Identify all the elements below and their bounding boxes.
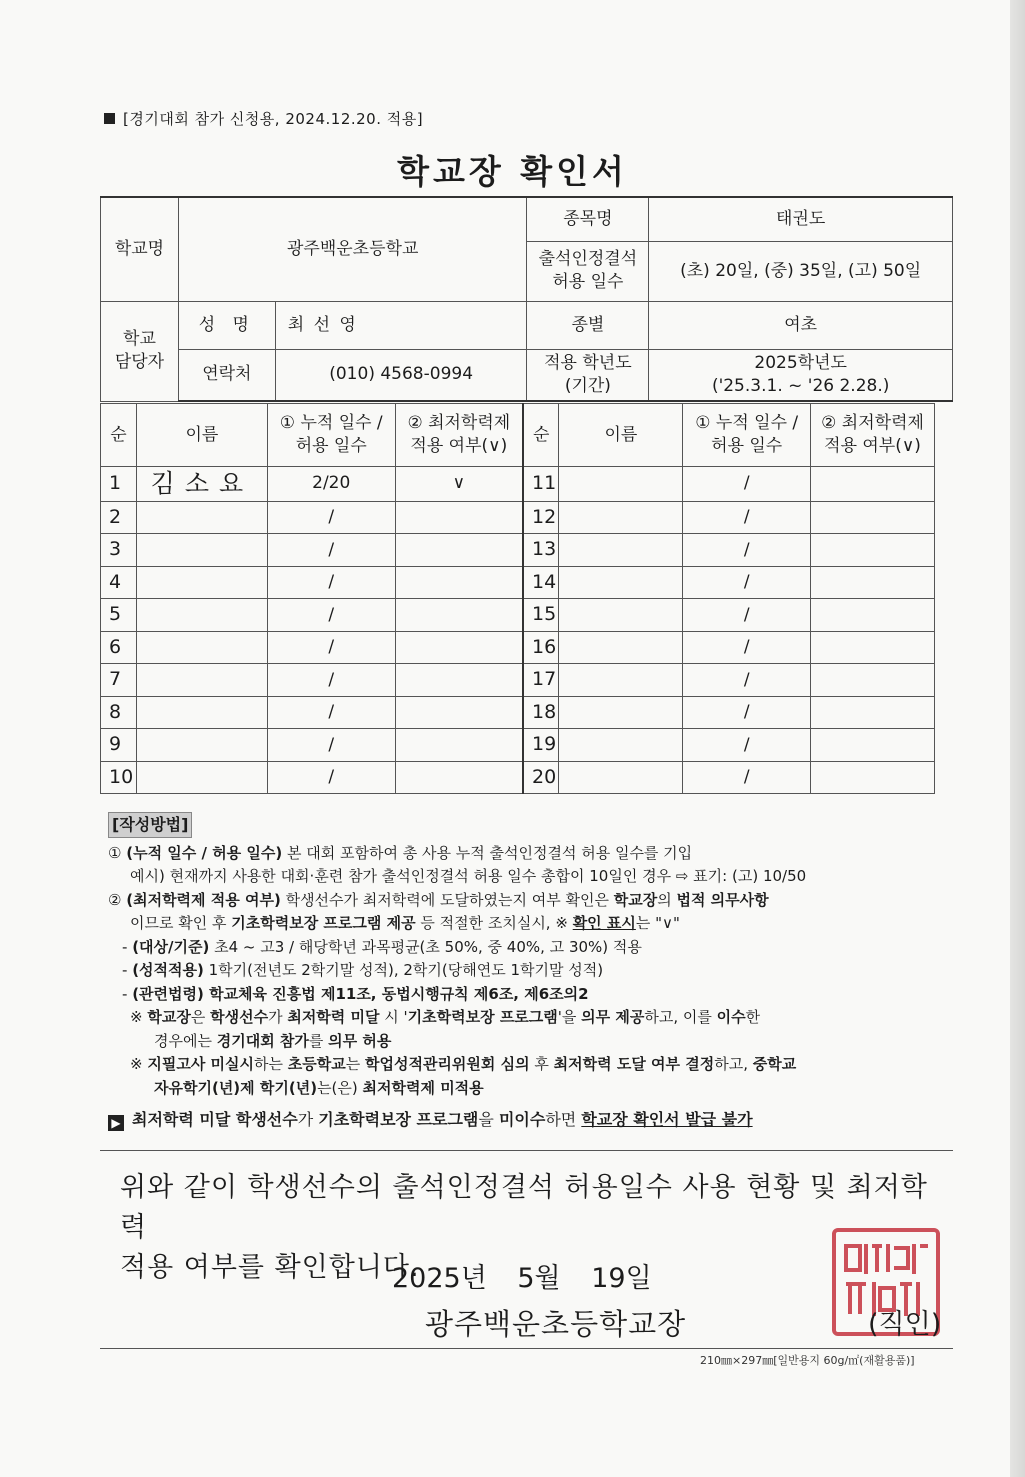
row-number: 11 bbox=[523, 467, 559, 502]
min-achievement-check bbox=[811, 534, 935, 567]
item2-line2-a: 이므로 확인 후 bbox=[130, 914, 232, 932]
note2-d: 는 bbox=[345, 1055, 365, 1073]
name-label: 성 명 bbox=[178, 301, 275, 349]
divider-top bbox=[100, 1150, 953, 1151]
table-row bbox=[101, 599, 935, 632]
student-name bbox=[559, 664, 683, 697]
student-name bbox=[136, 599, 267, 632]
contact-value: (010) 4568-0994 bbox=[275, 349, 527, 401]
item2-text-a: 학생선수가 최저학력에 도달하였는지 여부 확인은 bbox=[280, 890, 614, 909]
note1-h: '을 bbox=[557, 1008, 582, 1026]
item2-text-c: 의 bbox=[657, 890, 677, 909]
header-days-line2: 허용 일수 bbox=[295, 436, 367, 456]
row-number: 6 bbox=[101, 631, 137, 664]
row-number: 16 bbox=[523, 631, 559, 664]
absence-label-line1: 출석인정결석 bbox=[538, 249, 638, 270]
min-achievement-check bbox=[395, 631, 523, 664]
note1-l: 한 bbox=[745, 1008, 761, 1026]
header-name: 이름 bbox=[136, 404, 267, 467]
note2-c: 초등학교 bbox=[287, 1055, 346, 1073]
student-name bbox=[559, 696, 683, 729]
header-no-right: 순 bbox=[523, 404, 559, 467]
table-row bbox=[101, 729, 935, 762]
note1-b: 은 bbox=[190, 1008, 211, 1026]
sub1-text: 초4 ~ 고3 / 해당학년 과목평균(초 50%, 중 40%, 고 30%) 적용 bbox=[209, 937, 642, 956]
min-achievement-check bbox=[395, 761, 523, 794]
student-name: 김소요 bbox=[136, 467, 267, 502]
event-value: 태권도 bbox=[649, 197, 953, 241]
note-2: ※ 지필고사 미실시하는 초등학교는 학업성적관리위원회 심의 후 최저학력 도달 여부 결정하고, 중학교 bbox=[130, 1055, 797, 1073]
min-achievement-check bbox=[811, 467, 935, 502]
school-label: 학교명 bbox=[101, 197, 179, 301]
header-min-line1: ② 최저학력제 bbox=[407, 413, 511, 434]
item1-text: 본 대회 포함하여 총 사용 누적 출석인정결석 허용 일수를 기입 bbox=[282, 843, 693, 862]
note1-line2-c: 를 bbox=[308, 1031, 329, 1050]
sub2-bold: (성적적용) bbox=[132, 961, 204, 979]
final-warning bbox=[108, 1108, 948, 1132]
item2-bold-d: 법적 의무사항 bbox=[676, 890, 769, 909]
header-days-right bbox=[683, 404, 811, 467]
header-days-right-line1: ① 누적 일수 / bbox=[695, 413, 799, 434]
note2-line2-a: 자유학기(년)제 학기(년) bbox=[154, 1078, 318, 1097]
note1-line2-d: 의무 허용 bbox=[328, 1031, 392, 1050]
row-number: 18 bbox=[523, 696, 559, 729]
instruction-item-1 bbox=[108, 842, 948, 866]
student-name bbox=[559, 467, 683, 502]
instructions-section bbox=[108, 812, 948, 1132]
absence-days: / bbox=[267, 599, 395, 632]
signatory-name: 광주백운초등학교장 bbox=[425, 1307, 687, 1341]
item2-bold-b: 학교장 bbox=[613, 890, 658, 909]
row-number: 10 bbox=[101, 761, 137, 794]
roster-header-row bbox=[101, 404, 935, 467]
student-name bbox=[559, 599, 683, 632]
row-number: 1 bbox=[101, 467, 137, 502]
paper-spec: 210㎜×297㎜[일반용지 60g/㎡(재활용품)] bbox=[700, 1354, 915, 1367]
student-name bbox=[559, 534, 683, 567]
info-table bbox=[100, 196, 953, 402]
note2-g: 최저학력 도달 여부 결정 bbox=[553, 1055, 715, 1073]
final-e: 미이수 bbox=[498, 1110, 546, 1129]
header-no: 순 bbox=[101, 404, 137, 467]
note2-e: 학업성적관리위원회 심의 bbox=[364, 1055, 530, 1073]
item1-bold: (누적 일수 / 허용 일수) bbox=[126, 843, 283, 862]
min-achievement-check bbox=[811, 599, 935, 632]
event-label: 종목명 bbox=[527, 197, 649, 241]
year-label bbox=[527, 349, 649, 401]
row-number: 4 bbox=[101, 566, 137, 599]
min-achievement-check bbox=[395, 729, 523, 762]
instruction-item-1-example: 예시) 현재까지 사용한 대회·훈련 참가 출석인정결석 허용 일수 총합이 10일인 경우 ⇨ 표기: (고) 10/50 bbox=[130, 867, 807, 885]
note1-k: 이수 bbox=[716, 1008, 746, 1026]
note1-i: 의무 제공 bbox=[581, 1008, 645, 1026]
min-achievement-check bbox=[395, 664, 523, 697]
student-name bbox=[559, 761, 683, 794]
item1-mark: ① bbox=[108, 843, 122, 862]
table-row bbox=[101, 467, 935, 502]
final-f: 하면 bbox=[545, 1110, 582, 1129]
header-min-right-line2: 적용 여부(∨) bbox=[824, 436, 921, 456]
item2-bold: (최저학력제 적용 여부) bbox=[126, 890, 281, 909]
note2-h: 하고, bbox=[714, 1055, 753, 1073]
student-name bbox=[559, 631, 683, 664]
year-value-line2: ('25.3.1. ~ '26 2.28.) bbox=[711, 375, 890, 396]
note2-line2-c: 최저학력제 미적용 bbox=[362, 1078, 484, 1097]
note1-j: 하고, 이를 bbox=[644, 1008, 717, 1026]
min-achievement-check bbox=[811, 696, 935, 729]
table-row bbox=[101, 534, 935, 567]
final-d: 을 bbox=[478, 1110, 499, 1129]
instruction-item-2-line2 bbox=[108, 912, 948, 936]
student-name bbox=[136, 631, 267, 664]
final-c: 기초학력보장 프로그램 bbox=[318, 1110, 479, 1129]
square-bullet-icon bbox=[104, 113, 115, 124]
min-achievement-check bbox=[395, 501, 523, 534]
final-a: 최저학력 미달 학생선수 bbox=[132, 1110, 298, 1129]
note2-f: 후 bbox=[529, 1055, 554, 1073]
student-name bbox=[559, 729, 683, 762]
absence-days: / bbox=[683, 664, 811, 697]
item2-line2-c: 는 "∨" bbox=[635, 914, 680, 932]
header-days-right-line2: 허용 일수 bbox=[711, 436, 783, 456]
absence-label bbox=[527, 241, 649, 301]
absence-days: / bbox=[683, 696, 811, 729]
instructions-heading: [작성방법] bbox=[108, 812, 192, 838]
year-label-line1: 적용 학년도 bbox=[544, 352, 632, 373]
absence-days: / bbox=[267, 534, 395, 567]
absence-days: / bbox=[683, 566, 811, 599]
absence-value: (초) 20일, (중) 35일, (고) 50일 bbox=[649, 241, 953, 301]
arrow-box-icon: ▶ bbox=[108, 1115, 124, 1131]
sub1-bold: (대상/기준) bbox=[132, 937, 210, 956]
name-value: 최 선 영 bbox=[275, 301, 527, 349]
absence-days: / bbox=[267, 501, 395, 534]
note-2-line2 bbox=[108, 1077, 948, 1101]
item2-line2-b: 등 적절한 조치실시, ※ bbox=[415, 914, 573, 932]
min-achievement-check bbox=[811, 664, 935, 697]
absence-days: / bbox=[683, 534, 811, 567]
min-achievement-check bbox=[395, 599, 523, 632]
absence-days: / bbox=[683, 599, 811, 632]
note1-line2-b: 경기대회 참가 bbox=[216, 1031, 309, 1050]
year-value-line1: 2025학년도 bbox=[754, 352, 847, 373]
row-number: 12 bbox=[523, 501, 559, 534]
min-achievement-check bbox=[811, 501, 935, 534]
confirm-line1: 위와 같이 학생선수의 출석인정결석 허용일수 사용 현황 및 최저학력 bbox=[120, 1172, 928, 1243]
absence-days: / bbox=[267, 664, 395, 697]
min-achievement-check bbox=[395, 696, 523, 729]
note-1-line2 bbox=[108, 1030, 948, 1054]
note2-b: 하는 bbox=[254, 1055, 288, 1073]
note1-line2-a: 경우에는 bbox=[154, 1031, 217, 1050]
year-label-line2: (기간) bbox=[564, 375, 611, 396]
row-number: 5 bbox=[101, 599, 137, 632]
note1-f: 시 ' bbox=[379, 1008, 408, 1026]
header-min-right bbox=[811, 404, 935, 467]
student-roster-table bbox=[100, 403, 935, 794]
absence-days: 2/20 bbox=[267, 467, 395, 502]
absence-days: / bbox=[267, 566, 395, 599]
min-achievement-check bbox=[811, 761, 935, 794]
row-number: 15 bbox=[523, 599, 559, 632]
absence-days: / bbox=[683, 501, 811, 534]
header-days-line1: ① 누적 일수 / bbox=[279, 413, 383, 434]
table-row bbox=[101, 631, 935, 664]
min-achievement-check bbox=[811, 566, 935, 599]
note2-i: 중학교 bbox=[752, 1055, 797, 1073]
confirm-line2: 적용 여부를 확인합니다. bbox=[120, 1252, 420, 1283]
header-min-line2: 적용 여부(∨) bbox=[410, 436, 508, 456]
sub2-text: 1학기(전년도 2학기말 성적), 2학기(당해연도 1학기말 성적) bbox=[203, 961, 604, 979]
item2-line2-bold: 기초학력보장 프로그램 제공 bbox=[231, 914, 416, 932]
absence-days: / bbox=[683, 729, 811, 762]
row-number: 2 bbox=[101, 501, 137, 534]
absence-days: / bbox=[267, 631, 395, 664]
note1-e: 최저학력 미달 bbox=[287, 1008, 380, 1026]
sub-item-target: - (대상/기준) 초4 ~ 고3 / 해당학년 과목평균(초 50%, 중 40%, 고 30%) 적용 bbox=[122, 937, 642, 956]
instruction-item-2 bbox=[108, 889, 948, 913]
row-number: 19 bbox=[523, 729, 559, 762]
note1-g: 기초학력보장 프로그램 bbox=[407, 1008, 558, 1026]
contact-label: 연락처 bbox=[178, 349, 275, 401]
year-value bbox=[649, 349, 953, 401]
row-number: 8 bbox=[101, 696, 137, 729]
student-name bbox=[136, 566, 267, 599]
absence-days: / bbox=[267, 761, 395, 794]
manager-label-line1: 학교 bbox=[123, 329, 156, 350]
student-name bbox=[136, 696, 267, 729]
sub-item-laws: - (관련법령) 학교체육 진흥법 제11조, 동법시행규칙 제6조, 제6조의2 bbox=[122, 984, 589, 1003]
student-name bbox=[136, 664, 267, 697]
sub3-bold: (관련법령) 학교체육 진흥법 제11조, 동법시행규칙 제6조, 제6조의2 bbox=[132, 984, 589, 1003]
min-achievement-check bbox=[395, 566, 523, 599]
table-row bbox=[101, 664, 935, 697]
seal-label: (직인) bbox=[868, 1309, 942, 1340]
final-g: 학교장 확인서 발급 불가 bbox=[581, 1110, 753, 1129]
school-name: 광주백운초등학교 bbox=[178, 197, 527, 301]
header-min-right-line1: ② 최저학력제 bbox=[821, 413, 924, 434]
item2-line2-underline: 확인 표시 bbox=[572, 914, 636, 932]
min-achievement-check: ∨ bbox=[395, 467, 523, 502]
sub-item-grades: - (성적적용) 1학기(전년도 2학기말 성적), 2학기(당해연도 1학기말 성적) bbox=[122, 961, 604, 979]
student-name bbox=[559, 566, 683, 599]
note2-line2-b: 는(은) bbox=[317, 1078, 363, 1097]
category-label: 종별 bbox=[527, 301, 649, 349]
row-number: 7 bbox=[101, 664, 137, 697]
category-value: 여초 bbox=[649, 301, 953, 349]
note1-c: 학생선수 bbox=[210, 1008, 269, 1026]
table-row bbox=[101, 696, 935, 729]
absence-days: / bbox=[683, 631, 811, 664]
student-name bbox=[559, 501, 683, 534]
row-number: 9 bbox=[101, 729, 137, 762]
header-note bbox=[104, 108, 423, 129]
header-min bbox=[395, 404, 523, 467]
student-name bbox=[136, 501, 267, 534]
note1-a: 학교장 bbox=[147, 1008, 191, 1026]
page-edge bbox=[1010, 0, 1025, 1477]
page-title: 학교장 확인서 bbox=[397, 152, 628, 191]
note2-a: 지필고사 미실시 bbox=[147, 1055, 254, 1073]
min-achievement-check bbox=[395, 534, 523, 567]
item2-mark: ② bbox=[108, 890, 122, 909]
student-name bbox=[136, 761, 267, 794]
min-achievement-check bbox=[811, 631, 935, 664]
absence-label-line2: 허용 일수 bbox=[552, 272, 624, 292]
table-row bbox=[101, 761, 935, 794]
header-note-text: [경기대회 참가 신청용, 2024.12.20. 적용] bbox=[123, 110, 424, 128]
table-row bbox=[101, 566, 935, 599]
row-number: 3 bbox=[101, 534, 137, 567]
absence-days: / bbox=[683, 467, 811, 502]
row-number: 14 bbox=[523, 566, 559, 599]
manager-label-line2: 담당자 bbox=[114, 352, 165, 372]
issue-date: 2025년 5월 19일 bbox=[392, 1263, 652, 1294]
table-row bbox=[101, 501, 935, 534]
row-number: 13 bbox=[523, 534, 559, 567]
student-name bbox=[136, 729, 267, 762]
note-1: ※ 학교장은 학생선수가 최저학력 미달 시 '기초학력보장 프로그램'을 의무 제공하고, 이를 이수한 bbox=[130, 1008, 761, 1026]
absence-days: / bbox=[267, 696, 395, 729]
manager-label bbox=[101, 301, 179, 401]
absence-days: / bbox=[683, 761, 811, 794]
header-days bbox=[267, 404, 395, 467]
min-achievement-check bbox=[811, 729, 935, 762]
absence-days: / bbox=[267, 729, 395, 762]
divider-bottom bbox=[100, 1348, 953, 1349]
student-name bbox=[136, 534, 267, 567]
final-b: 가 bbox=[297, 1110, 319, 1129]
row-number: 20 bbox=[523, 761, 559, 794]
header-name-right: 이름 bbox=[559, 404, 683, 467]
row-number: 17 bbox=[523, 664, 559, 697]
note1-d: 가 bbox=[268, 1008, 288, 1026]
